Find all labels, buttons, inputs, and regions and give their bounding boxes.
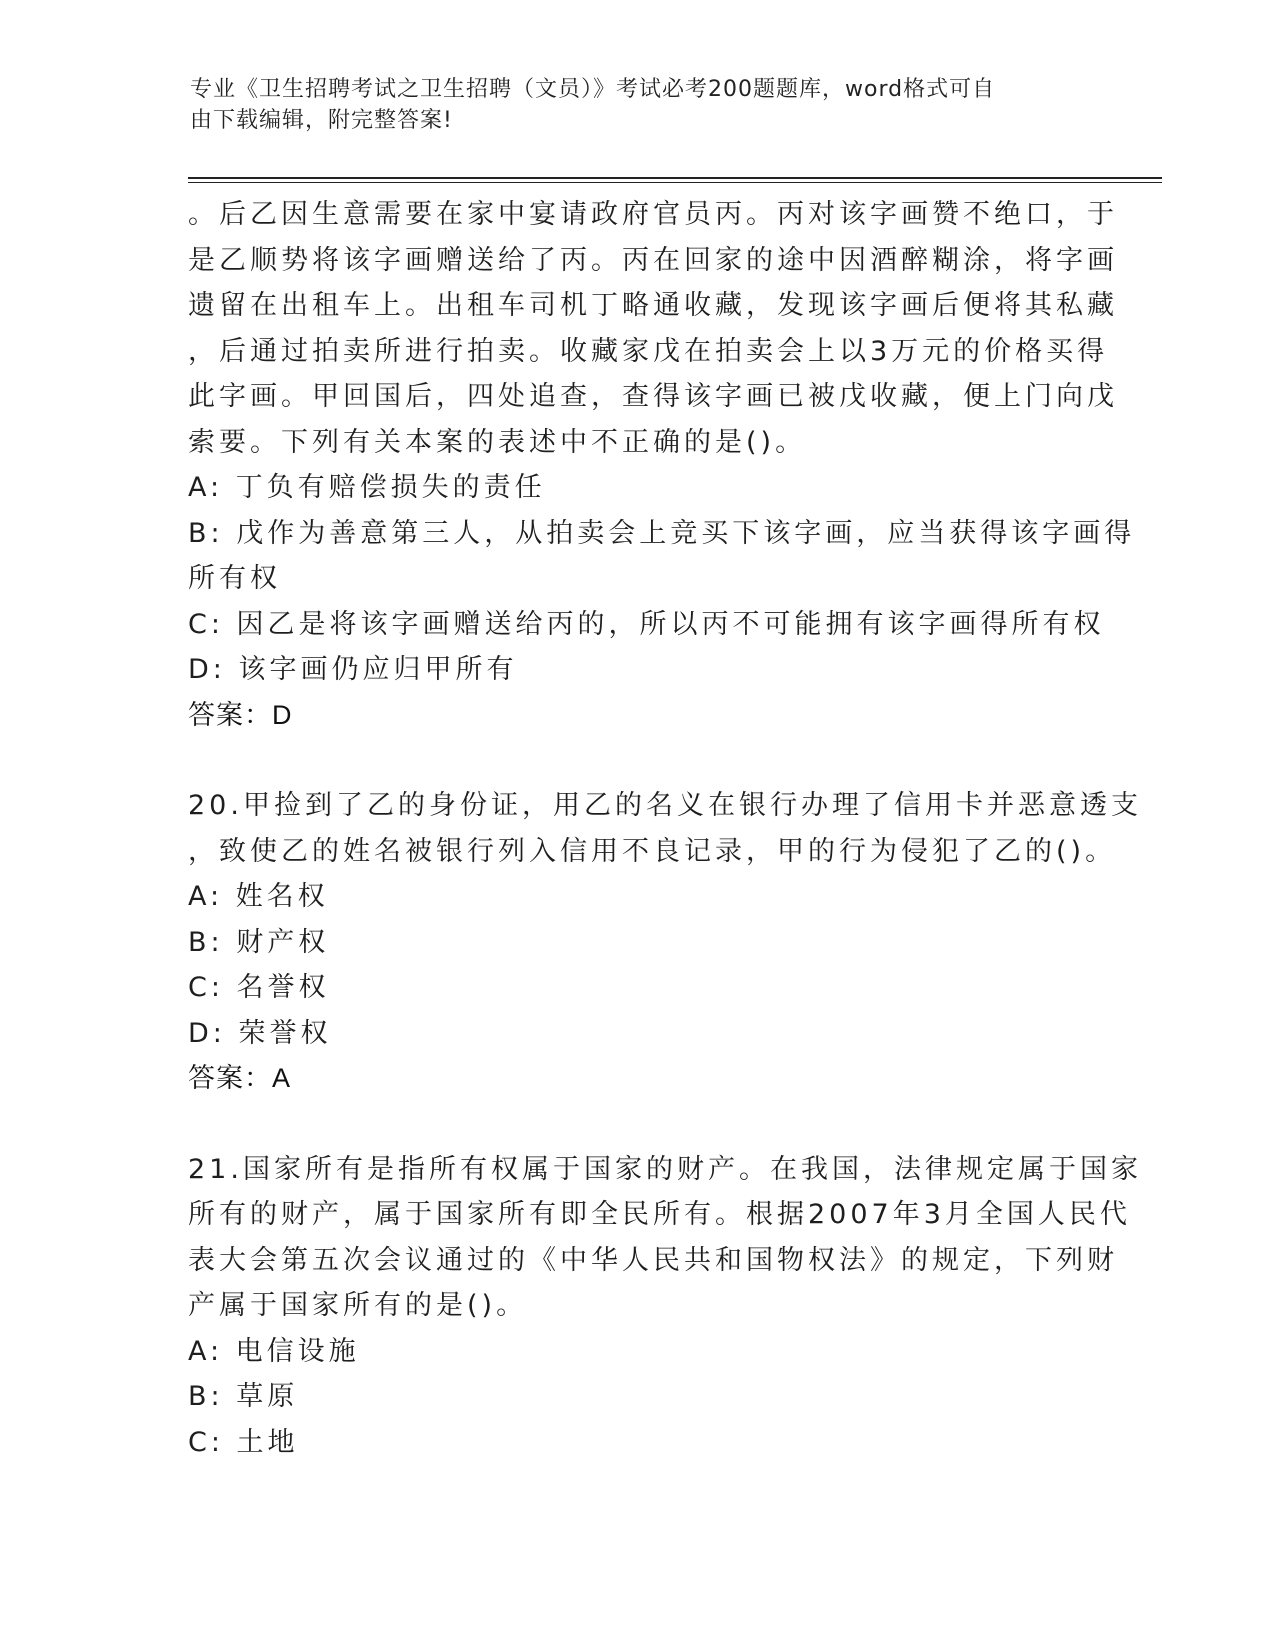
option-c: C: 名誉权 bbox=[188, 972, 330, 1003]
stem-line: 此字画。甲回国后，四处追查，查得该字画已被戊收藏，便上门向戊 bbox=[188, 381, 1118, 412]
option-c: C: 因乙是将该字画赠送给丙的，所以丙不可能拥有该字画得所有权 bbox=[188, 608, 1105, 640]
stem-line: 遗留在出租车上。出租车司机丁略通收藏，发现该字画后便将其私藏 bbox=[188, 290, 1118, 321]
header-rule-thick bbox=[188, 177, 1162, 179]
stem-line: 是乙顺势将该字画赠送给了丙。丙在回家的途中因酒醉糊涂，将字画 bbox=[188, 244, 1118, 276]
question-21-stem bbox=[188, 1147, 1142, 1329]
option-a: A: 姓名权 bbox=[188, 881, 329, 912]
stem-line: 所有的财产，属于国家所有即全民所有。根据2007年3月全国人民代 bbox=[188, 1199, 1131, 1230]
spacer bbox=[188, 1102, 1088, 1147]
option-b: B: 戊作为善意第三人，从拍卖会上竞买下该字画，应当获得该字画得 bbox=[188, 517, 1136, 549]
stem-line: 表大会第五次会议通过的《中华人民共和国物权法》的规定，下列财 bbox=[188, 1244, 1118, 1276]
question-19 bbox=[188, 192, 1136, 738]
spacer bbox=[188, 738, 1088, 783]
option-c: C: 土地 bbox=[188, 1426, 299, 1458]
stem-line: 索要。下列有关本案的表述中不正确的是()。 bbox=[188, 426, 807, 458]
question-21 bbox=[188, 1147, 1142, 1466]
option-a: A: 丁负有赔偿损失的责任 bbox=[188, 472, 546, 503]
answer: 答案：A bbox=[188, 1063, 292, 1093]
question-20-stem bbox=[188, 783, 1142, 874]
stem-line: 21.国家所有是指所有权属于国家的财产。在我国，法律规定属于国家 bbox=[188, 1153, 1142, 1185]
option-b: B: 财产权 bbox=[188, 926, 330, 958]
header-rule-thin bbox=[188, 182, 1162, 183]
question-20 bbox=[188, 783, 1142, 1102]
stem-line: ，后通过拍卖所进行拍卖。收藏家戊在拍卖会上以3万元的价格买得 bbox=[188, 335, 1109, 367]
header-line-1: 专业《卫生招聘考试之卫生招聘（文员）》考试必考200题题库，word格式可自 bbox=[190, 77, 996, 102]
option-d: D: 荣誉权 bbox=[188, 1017, 332, 1049]
stem-line: 20.甲捡到了乙的身份证，用乙的名义在银行办理了信用卡并恶意透支 bbox=[188, 790, 1142, 821]
stem-line: 。后乙因生意需要在家中宴请政府官员丙。丙对该字画赞不绝口，于 bbox=[188, 199, 1118, 230]
option-a: A: 电信设施 bbox=[188, 1335, 360, 1367]
option-d: D: 该字画仍应归甲所有 bbox=[188, 654, 518, 685]
header-line-2: 由下载编辑，附完整答案! bbox=[190, 108, 453, 133]
option-b-continued: 所有权 bbox=[188, 563, 281, 594]
stem-line: 产属于国家所有的是()。 bbox=[188, 1290, 528, 1321]
document-body bbox=[188, 192, 1142, 1465]
answer: 答案：D bbox=[188, 699, 293, 730]
stem-line: ，致使乙的姓名被银行列入信用不良记录，甲的行为侵犯了乙的()。 bbox=[188, 835, 1117, 867]
document-header bbox=[190, 74, 1090, 136]
option-b: B: 草原 bbox=[188, 1381, 299, 1412]
question-19-stem bbox=[188, 192, 1118, 465]
